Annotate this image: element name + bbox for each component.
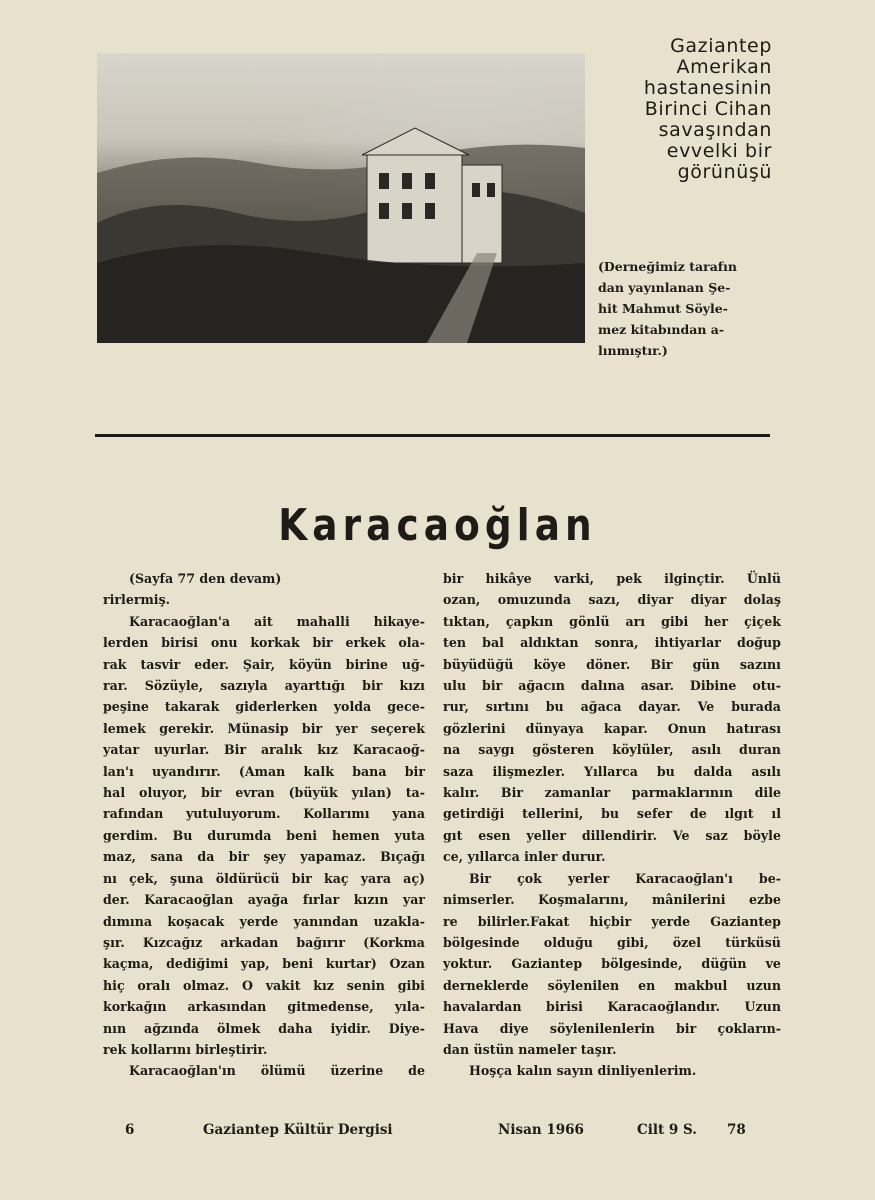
text-line: ce, yıllarca inler durur. [443,849,606,865]
text-line: bölgesinde olduğu gibi, özel türküsü [443,934,781,950]
text-line: na saygı gösteren köylüler, asılı duran [443,742,781,758]
text-line: rafından yutuluyorum. Kollarımı yana [103,806,425,822]
text-line: rur, sırtını bu ağaca dayar. Ve burada [443,699,781,715]
text-line: getirdiği tellerini, bu sefer de ılgıt ıl [443,806,781,822]
text-line: dan üstün nameler taşır. [443,1041,617,1057]
text-line: lan'ı uyandırır. (Aman kalk bana bir [103,763,425,779]
text-line: lemek gerekir. Münasip bir yer seçerek [103,720,425,736]
text-line: Bir çok yerler Karacaoğlan'ı be- [469,870,781,886]
right-column [443,568,781,1082]
note-line: (Derneğimiz tarafın [598,259,738,274]
source-note [598,256,768,361]
text-line: nı çek, şuna öldürücü bir kaç yara aç) [103,870,425,886]
caption-line: Amerikan [676,56,772,78]
caption-line: hastanesinin [643,77,772,99]
text-line: lerden birisi onu korkak bir erkek ola- [103,635,425,651]
note-line: mez kitabından a- [598,322,725,337]
text-line: derneklerde söylenilen en makbul uzun [443,977,781,993]
text-line: dımına koşacak yerde yanından uzakla- [103,913,425,929]
text-line: nın ağzında ölmek daha iyidir. Diye- [103,1020,425,1036]
text-line: Hava diye söylenilenlerin bir çokların- [443,1020,781,1036]
hospital-photo [97,53,585,343]
text-line: havalardan birisi Karacaoğlandır. Uzun [443,999,781,1015]
text-line: peşine takarak giderlerken yolda gece- [103,699,425,715]
note-line: dan yayınlanan Şe- [598,280,731,295]
text-line: gıt esen yeller dillendirir. Ve saz böyle [443,827,781,843]
caption-line: görünüşü [677,161,772,183]
issue-number: 78 [727,1122,746,1138]
text-line: rak tasvir eder. Şair, köyün birine uğ- [103,656,425,672]
note-line: hit Mahmut Söyle- [598,301,728,316]
text-line: şır. Kızcağız arkadan bağırır (Korkma [103,934,425,950]
text-line: hal oluyor, bir evran (büyük yılan) ta- [103,785,425,801]
text-line: ozan, omuzunda sazı, diyar diyar dolaş [443,592,781,608]
text-line: rirlermiş. [103,592,171,608]
issue-date: Nisan 1966 [498,1122,584,1138]
article-title: Karacaoğlan [278,500,597,551]
text-line: maz, sana da bir şey yapamaz. Bıçağı [103,849,425,865]
magazine-name: Gaziantep Kültür Dergisi [203,1122,393,1138]
text-line: rar. Sözüyle, sazıyla ayarttığı bir kızı [103,678,425,694]
text-line: kaçma, dediğimi yap, beni kurtar) Ozan [103,956,425,972]
text-line: der. Karacaoğlan ayağa fırlar kızın yar [103,892,425,908]
text-line: gerdim. Bu durumda beni hemen yuta [103,827,425,843]
text-line: re bilirler.Fakat hiçbir yerde Gaziantep [443,913,781,929]
text-line: bir hikâye varki, pek ilginçtir. Ünlü [443,571,781,586]
text-line: Hoşça kalın sayın dinliyenlerim. [469,1063,697,1079]
caption-line: evvelki bir [666,140,772,162]
left-column [103,568,425,1082]
photo-illustration [97,53,585,343]
text-line: Karacaoğlan'a ait mahalli hikaye- [129,613,425,629]
note-line: lınmıştır.) [598,343,668,358]
text-line: Karacaoğlan'ın ölümü üzerine de [129,1063,425,1079]
text-line: nimserler. Koşmalarını, mânilerini ezbe [443,892,781,908]
text-line: saza ilişmezler. Yıllarca bu dalda asılı [443,763,781,779]
text-line: hiç oralı olmaz. O vakit kız senin gibi [103,977,425,993]
text-line: rek kollarını birleştirir. [103,1041,268,1057]
caption-line: savaşından [658,119,772,141]
text-line: büyüdüğü köye döner. Bir gün sazını [443,656,781,672]
text-line: (Sayfa 77 den devam) [129,571,282,586]
text-line: gözlerini dünyaya kapar. Onun hatırası [443,720,781,736]
photo-caption [602,36,772,183]
page-number: 6 [125,1122,135,1138]
text-line: kalır. Bir zamanlar parmaklarının dile [443,785,781,801]
text-line: ulu bir ağacın dalına asar. Dibine otu- [443,678,781,694]
text-line: tıktan, çapkın gönlü arı gibi her çiçek [443,613,781,629]
text-line: korkağın arkasından gitmedense, yıla- [103,999,425,1015]
caption-line: Gaziantep [670,35,772,57]
text-line: ten bal aldıktan sonra, ihtiyarlar doğup [443,635,781,651]
caption-line: Birinci Cihan [644,98,772,120]
text-line: yoktur. Gaziantep bölgesinde, düğün ve [443,956,781,972]
divider-rule [95,434,770,437]
text-line: yatar uyurlar. Bir aralık kız Karacaoğ- [103,742,425,758]
volume-label: Cilt 9 S. [637,1122,697,1138]
